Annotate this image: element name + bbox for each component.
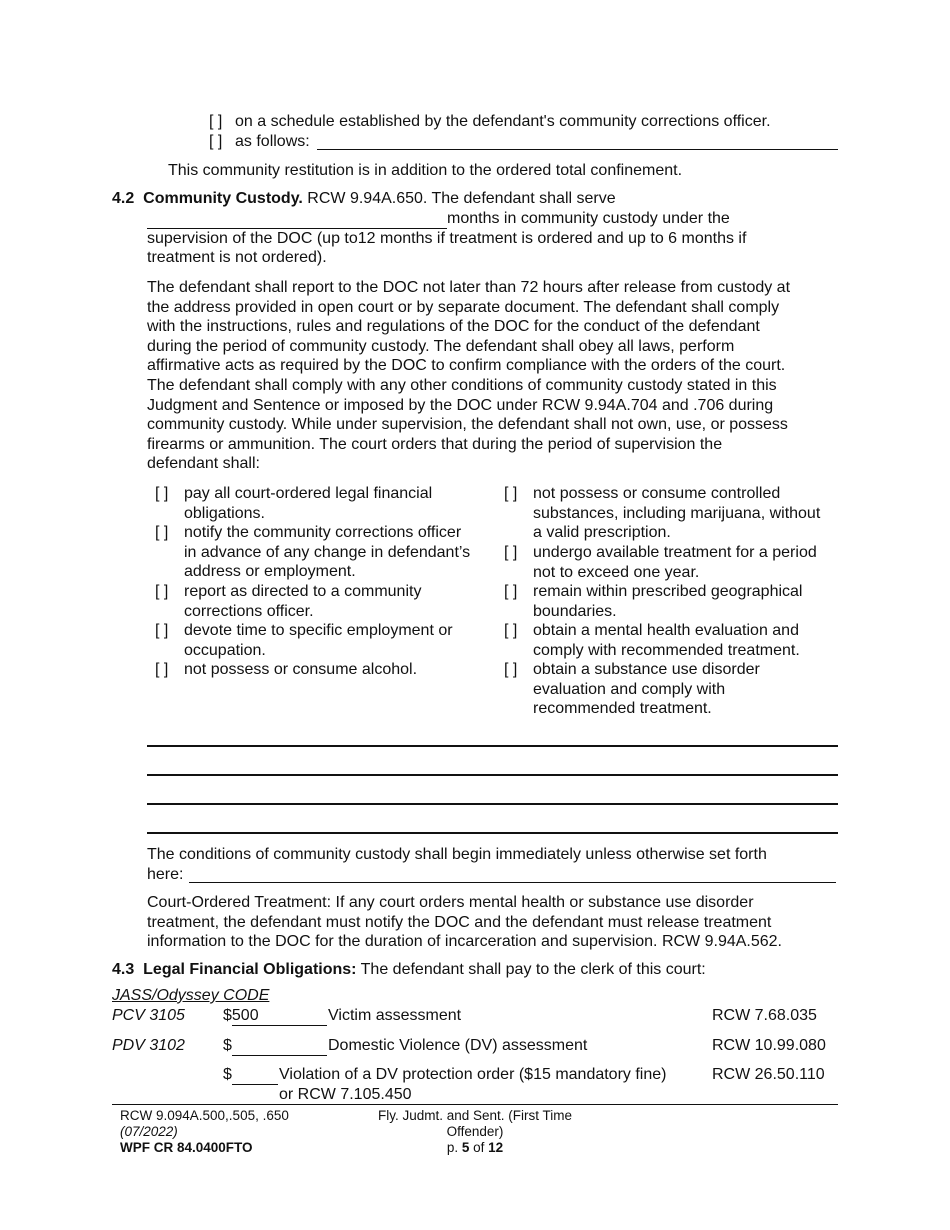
condition-line: comply with recommended treatment. [533,641,800,659]
schedule-option-text: on a schedule established by the defendant's community corrections officer. [235,113,771,130]
supervision-line-1: supervision of the DOC (up to12 months if treatment is ordered and up to 6 months if [147,230,747,247]
conditions-begin [147,845,838,884]
as-follows-label: as follows: [235,133,310,150]
footer-date: (07/2022) [120,1124,178,1139]
footer-rcw: RCW 9.094A.500,.505, .650 [120,1108,289,1123]
paragraph-line: defendant shall: [147,455,260,473]
condition-item [504,621,800,659]
condition-line: occupation. [184,641,266,659]
treatment-line: Court-Ordered Treatment: If any court orders mental health or substance use disorder [147,894,754,911]
condition-line: substances, including marijuana, without [533,504,821,522]
amount-field[interactable] [232,1036,327,1056]
condition-line: not possess or consume alcohol. [184,661,418,678]
lfo-amount [223,1065,278,1085]
condition-line: notify the community corrections officer [184,524,462,541]
section-intro: The defendant shall pay to the clerk of this court: [360,961,706,978]
code-header: JASS/Odyssey CODE [112,987,270,1004]
footer-left [120,1108,289,1156]
page-current: 5 [461,1140,470,1155]
condition-item [155,621,453,659]
lfo-code: PCV 3105 [112,1007,185,1024]
condition-item [155,523,471,581]
here-blank[interactable] [189,882,836,883]
custody-paragraph [147,278,838,474]
section-number: 4.2 [112,190,135,207]
footer-title: Fly. Judmt. and Sent. (First Time [377,1108,573,1123]
supervision-line-2: treatment is not ordered). [147,249,327,266]
schedule-option [209,112,771,132]
checkbox[interactable]: [ ] [209,113,223,130]
paragraph-line: The defendant shall report to the DOC not later than 72 hours after release from custody at [147,279,791,296]
blank-line[interactable] [147,745,838,747]
condition-line: undergo available treatment for a period [533,544,817,561]
as-follows-blank[interactable] [317,149,838,150]
footer-center [360,1108,590,1156]
condition-item [504,543,817,581]
restitution-note: This community restitution is in addition to the ordered total confinement. [168,162,683,179]
condition-line: devote time to specific employment or [184,622,453,639]
section-4-2-heading [112,189,616,209]
lfo-rcw: RCW 10.99.080 [712,1037,826,1054]
condition-line: corrections officer. [184,602,314,620]
section-4-3-heading [112,960,706,980]
condition-line: not to exceed one year. [533,563,700,581]
paragraph-line: The defendant shall comply with any other conditions of community custody stated in this [147,376,777,394]
checkbox[interactable]: [ ] [504,485,518,502]
condition-line: remain within prescribed geographical [533,583,803,600]
condition-line: obtain a substance use disorder [533,661,760,678]
lfo-amount [223,1006,327,1026]
dollar-sign: $ [223,1066,232,1083]
condition-line: a valid prescription. [533,524,671,542]
treatment-line: treatment, the defendant must notify the DOC and the defendant must release treatment [147,913,772,931]
checkbox[interactable]: [ ] [155,622,169,639]
checkbox[interactable]: [ ] [504,583,518,600]
checkbox[interactable]: [ ] [155,661,169,678]
section-title: Community Custody. [143,190,303,207]
condition-item [155,582,422,620]
months-line [147,209,730,229]
lfo-rcw: RCW 26.50.110 [712,1066,825,1083]
lfo-desc-cont: or RCW 7.105.450 [279,1086,412,1103]
checkbox[interactable]: [ ] [504,661,518,678]
months-text: months in community custody under the [447,210,730,227]
as-follows-option [209,132,838,152]
condition-item [155,660,418,680]
blank-line[interactable] [147,774,838,776]
paragraph-line: the address provided in open court or by separate document. The defendant shall comply [147,298,780,316]
condition-line: recommended treatment. [533,700,712,718]
section-intro: RCW 9.94A.650. The defendant shall serve [307,190,616,207]
amount-field[interactable]: 500 [232,1006,327,1026]
page-number [360,1140,590,1156]
checkbox[interactable]: [ ] [504,622,518,639]
paragraph-line: community custody. While under supervision, the defendant shall not own, use, or possess [147,416,788,434]
treatment-paragraph [147,893,838,952]
amount-field[interactable] [232,1065,278,1085]
section-title: Legal Financial Obligations: [143,961,357,978]
condition-line: obtain a mental health evaluation and [533,622,799,639]
blank-line[interactable] [147,832,838,834]
paragraph-line: firearms or ammunition. The court orders that during the period of supervision the [147,435,723,453]
lfo-desc: Violation of a DV protection order ($15 mandatory fine) [279,1066,667,1083]
condition-line: pay all court-ordered legal financial [184,485,433,502]
footer-form: WPF CR 84.0400FTO [120,1140,253,1155]
condition-line: address or employment. [184,563,356,581]
lfo-code: PDV 3102 [112,1037,185,1054]
condition-line: report as directed to a community [184,583,422,600]
lfo-desc: Victim assessment [328,1007,462,1024]
blank-line[interactable] [147,803,838,805]
lfo-rcw: RCW 7.68.035 [712,1007,817,1024]
page-of: of [473,1140,485,1155]
page-prefix: p. [446,1140,459,1155]
checkbox[interactable]: [ ] [155,485,169,502]
checkbox[interactable]: [ ] [155,524,169,541]
conditions-begin-here [147,865,838,885]
condition-line: in advance of any change in defendant’s [184,543,471,561]
condition-item [504,484,821,542]
footer-rule [112,1104,838,1105]
paragraph-line: during the period of community custody. The defendant shall obey all laws, perform [147,337,735,355]
paragraph-line: with the instructions, rules and regulations of the DOC for the conduct of the defendant [147,318,760,336]
checkbox[interactable]: [ ] [504,544,518,561]
lfo-desc: Domestic Violence (DV) assessment [328,1037,588,1054]
footer-title-cont: Offender) [446,1124,504,1139]
months-blank[interactable] [147,210,447,229]
checkbox[interactable]: [ ] [209,133,223,150]
condition-line: obligations. [184,504,265,522]
dollar-sign: $ [223,1037,232,1054]
dollar-sign: $ [223,1007,232,1024]
condition-line: not possess or consume controlled [533,485,781,502]
section-number: 4.3 [112,961,135,978]
checkbox[interactable]: [ ] [155,583,169,600]
condition-line: evaluation and comply with [533,680,726,698]
paragraph-line: affirmative acts as required by the DOC to confirm compliance with the orders of the court. [147,357,786,375]
treatment-line: information to the DOC for the duration of incarceration and supervision. RCW 9.94A.562. [147,933,782,951]
condition-item [504,660,760,718]
lfo-amount [223,1036,327,1056]
conditions-begin-line: The conditions of community custody shall begin immediately unless otherwise set forth [147,846,767,863]
page-total: 12 [488,1140,504,1155]
condition-item [155,484,433,522]
paragraph-line: Judgment and Sentence or imposed by the DOC under RCW 9.94A.704 and .706 during [147,396,774,414]
condition-item [504,582,803,620]
here-label: here: [147,865,184,883]
condition-line: boundaries. [533,602,617,620]
